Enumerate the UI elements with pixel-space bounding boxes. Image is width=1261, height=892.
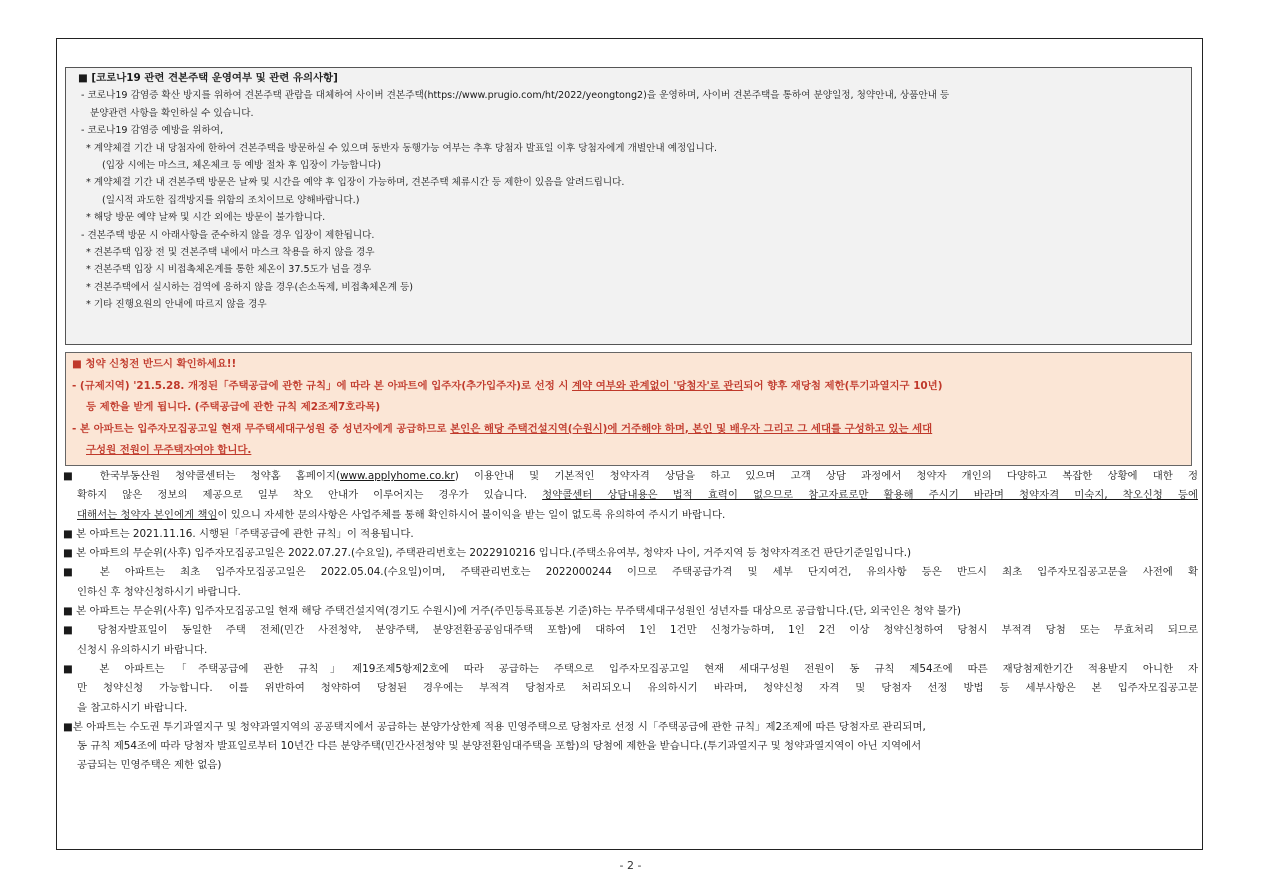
covid-notice-title: ■ [코로나19 관련 견본주택 운영여부 및 관련 유의사항] [78,72,338,84]
covid-line: * 계약체결 기간 내 당첨자에 한하여 견본주택을 방문하실 수 있으며 동반자 동행가능 여부는 추후 당첨자 발표일 이후 당첨자에게 개별안내 예정입니다. [86,142,718,154]
callcenter-paragraph: ■ 한국부동산원 청약콜센터는 청약홈 홈페이지(www.applyhome.co.kr) 이용안내 및 기본적인 청약자격 상담을 하고 있으며 고객 상담 과정에서 청약자 개인의 다양하고 복잡한 상황에 대한 정 확하지 않은 정보의 제공으로 일부 착오 안내가 이루어지는 경우가 있습니다. 청약콜센터 상담내용은 법적 효력이 없으므로 참고자료로만 활용해 주시기 바라며 청약자격 미숙지, 착오신청 등에 대해서는 청약자 본인에게 책임이 있으니 자세한 문의사항은 사업주체를 통해 확인하시어 불이익을 받는 일이 없도록 유의하여 주시기 바랍니다. [63,470,1198,521]
important-notice-title: ■ 청약 신청전 반드시 확인하세요!! [72,358,237,370]
covid-line: (일시적 과도한 집객방지를 위함의 조치이므로 양해바랍니다.) [102,194,360,206]
covid-line: * 기타 진행요원의 안내에 따르지 않을 경우 [86,299,267,311]
applyhome-link[interactable]: www.applyhome.co.kr [340,470,455,482]
covid-line: 분양관련 사항을 확인하실 수 있습니다. [90,107,254,119]
page-frame [56,38,1203,850]
covid-line: * 견본주택 입장 시 비접촉체온계를 통한 체온이 37.5도가 넘을 경우 [86,264,372,276]
price-cap-paragraph: ■본 아파트는 수도권 투기과열지구 및 청약과열지역의 공공택지에서 공급하는 분양가상한제 적용 민영주택으로 당첨자로 선정 시「주택공급에 관한 규칙」제2조제에 따른 당첨자로 관리되며, 동 규칙 제54조에 따라 당첨자 발표일로부터 10년간 다른 분양주택(민간사전청약 및 분양전환임대주택을 포함)의 당첨에 제한을 받습니다.(투기과열지구 및 청약과열지역이 아닌 지역에서 공급되는 민영주택은 제한 없음) [63,720,926,772]
rule-applied-paragraph: ■ 본 아파트는 2021.11.16. 시행된「주택공급에 관한 규칙」이 적용됩니다. [63,527,414,540]
covid-line: * 견본주택에서 실시하는 검역에 응하지 않을 경우(손소독제, 비접촉체온계 등) [86,281,414,293]
important-notice-line: 등 제한을 받게 됩니다. (주택공급에 관한 규칙 제2조제7호라목) [86,401,381,413]
important-notice-line: - (규제지역) '21.5.28. 개정된「주택공급에 관한 규칙」에 따라 본 아파트에 입주자(추가입주자)로 선정 시 계약 여부와 관계없이 '당첨자'로 관리되어 향후 재당첨 제한(투기과열지구 10년) [72,379,943,392]
covid-line: - 코로나19 감염증 확산 방지를 위하여 견본주택 관람을 대체하여 사이버 견본주택(https://www.prugio.com/ht/2022/yeongtong2)을 운영하며, 사이버 견본주택을 통하여 분양일정, 청약안내, 상품안내 등 [81,90,950,102]
important-notice-line: 구성원 전원이 무주택자여야 합니다. [86,444,252,456]
one-application-paragraph: ■ 당첨자발표일이 동일한 주택 전체(민간 사전청약, 분양주택, 분양전환공공임대주택 포함)에 대하여 1인 1건만 신청가능하며, 1인 2건 이상 청약신청하여 당첨시 부적격 당첨 또는 무효처리 되므로 신청시 유의하시기 바랍니다. [63,624,1198,656]
covid-line: - 견본주택 방문 시 아래사항을 준수하지 않을 경우 입장이 제한됩니다. [81,229,375,241]
covid-line: * 해당 방문 예약 날짜 및 시간 외에는 방문이 불가합니다. [86,212,326,224]
covid-notice-box [65,67,1192,345]
covid-line: - 코로나19 감염증 예방을 위하여, [81,125,224,137]
rewin-restriction-paragraph: ■ 본 아파트는「주택공급에 관한 규칙」제19조제5항제2호에 따라 공급하는 주택으로 입주자모집공고일 현재 세대구성원 전원이 동 규칙 제54조에 따른 재당첨제한기간 적용받지 아니한 자 만 청약신청 가능합니다. 이를 위반하여 청약하여 당첨된 경우에는 부적격 당첨자로 처리되오니 유의하시기 바라며, 청약신청 자격 및 당첨자 선정 방법 등 세부사항은 본 입주자모집공고문 을 참고하시기 바랍니다. [63,662,1198,714]
notice-paragraphs [63,467,1198,776]
important-notice-line: - 본 아파트는 입주자모집공고일 현재 무주택세대구성원 중 성년자에게 공급하므로 본인은 해당 주택건설지역(수원시)에 거주해야 하며, 본인 및 배우자 그리고 그 세대를 구성하고 있는 세대 [72,422,933,435]
important-notice-box [65,352,1192,466]
page-number: - 2 - [619,859,642,872]
initial-announcement-paragraph: ■ 본 아파트는 최초 입주자모집공고일은 2022.05.04.(수요일)이며, 주택관리번호는 2022000244 이므로 주택공급가격 및 세부 단지여건, 유의사항 등은 반드시 최초 입주자모집공고문을 사전에 확 인하신 후 청약신청하시기 바랍니다. [63,566,1198,598]
eligibility-paragraph: ■ 본 아파트는 무순위(사후) 입주자모집공고일 현재 해당 주택건설지역(경기도 수원시)에 거주(주민등록표등본 기준)하는 무주택세대구성원인 성년자를 대상으로 공급합니다.(단, 외국인은 청약 불가) [63,605,961,618]
covid-line: (입장 시에는 마스크, 체온체크 등 예방 절차 후 입장이 가능합니다) [102,160,381,172]
covid-line: * 계약체결 기간 내 견본주택 방문은 날짜 및 시간을 예약 후 입장이 가능하며, 견본주택 체류시간 등 제한이 있음을 알려드립니다. [86,177,625,189]
announcement-date-paragraph: ■ 본 아파트의 무순위(사후) 입주자모집공고일은 2022.07.27.(수요일), 주택관리번호는 2022910216 입니다.(주택소유여부, 청약자 나이, 거주지역 등 청약자격조건 판단기준일입니다.) [63,547,912,560]
covid-line: * 견본주택 입장 전 및 견본주택 내에서 마스크 착용을 하지 않을 경우 [86,247,375,259]
